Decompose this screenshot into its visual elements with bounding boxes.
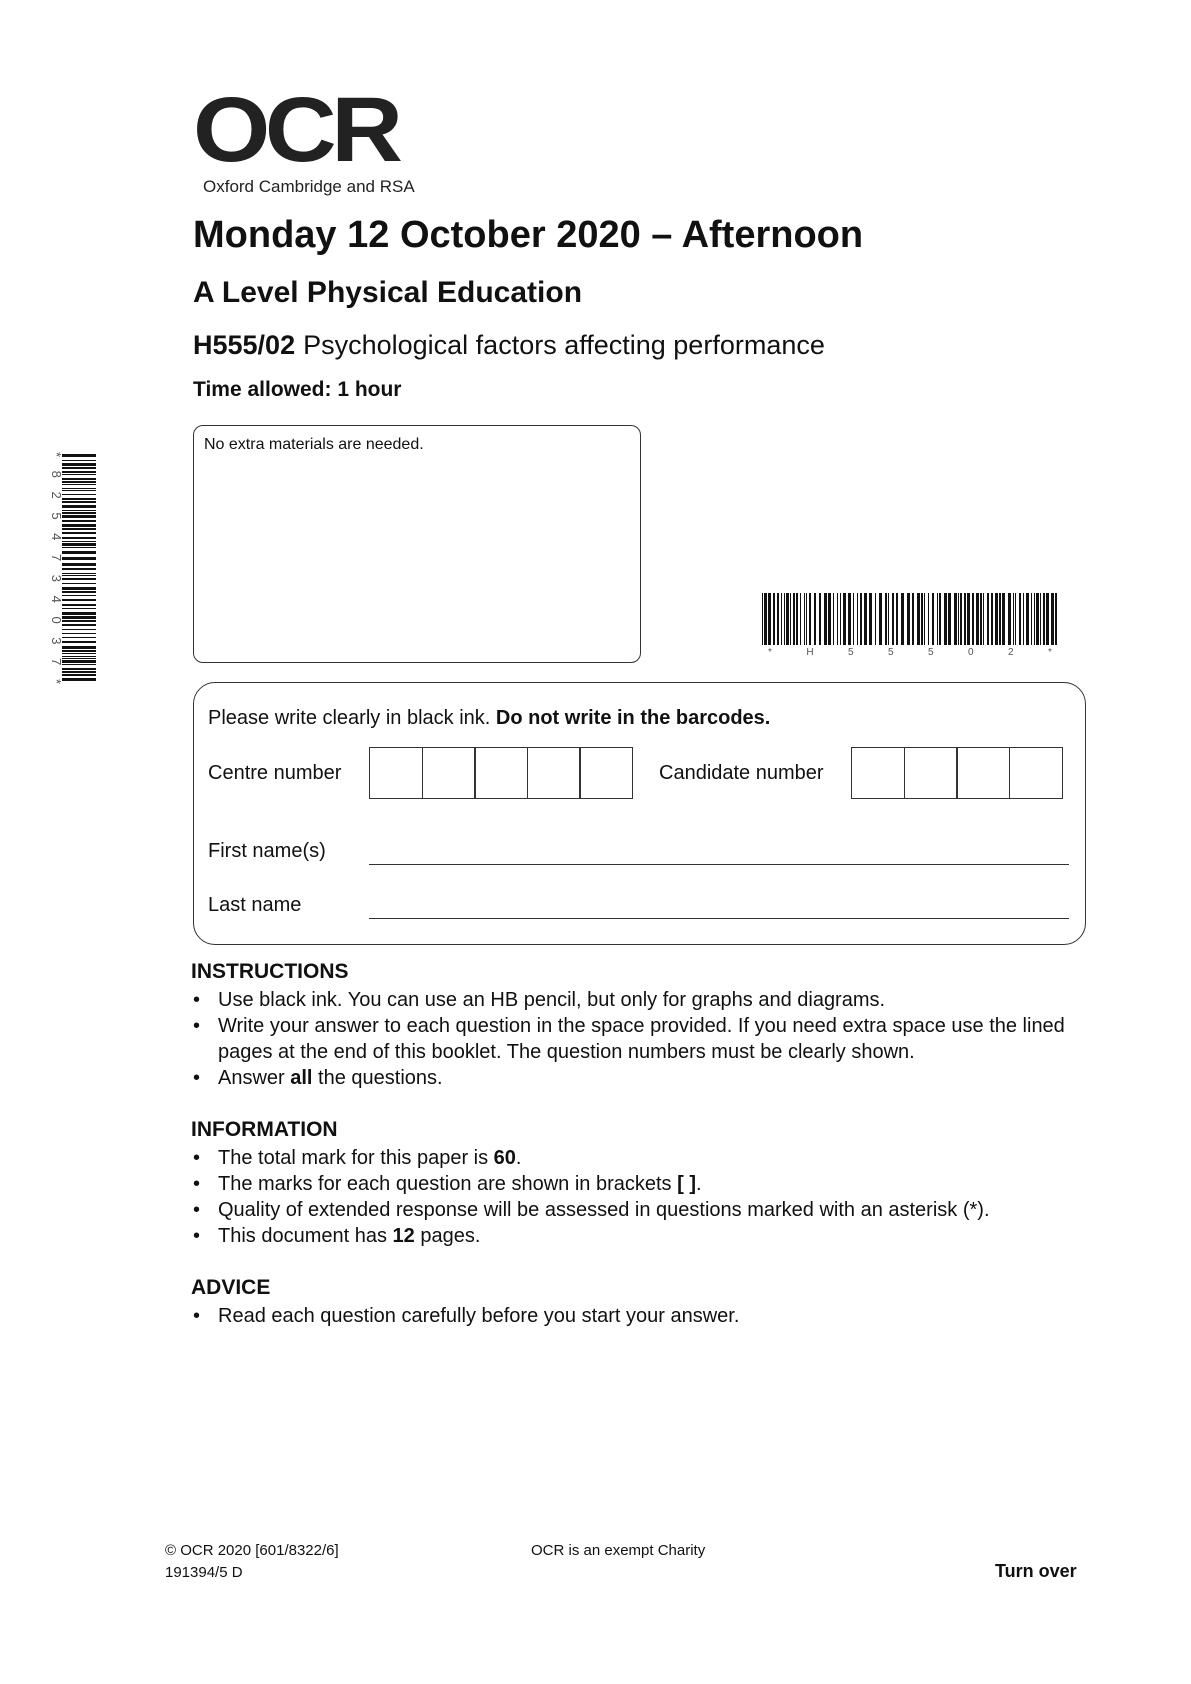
paper-title: Psychological factors affecting performance: [303, 330, 825, 360]
barcode-bar: [62, 671, 96, 673]
barcode-bar: [62, 624, 96, 626]
total-mark: 60: [493, 1147, 516, 1169]
barcode-bar: [1036, 593, 1039, 645]
barcode-bar: [62, 568, 96, 570]
barcode-bar: [1046, 593, 1049, 645]
barcode-bar: [999, 593, 1001, 645]
barcode-char: 5: [888, 647, 894, 658]
barcode-bar: [62, 604, 96, 606]
barcode-char: H: [806, 647, 814, 658]
barcode-bar: [1040, 593, 1041, 645]
barcode-bar: [62, 664, 96, 665]
barcode-bar: [1008, 593, 1011, 645]
barcode-bar: [1031, 593, 1032, 645]
barcode-bar: [62, 656, 96, 657]
charity-notice: OCR is an exempt Charity: [531, 1542, 706, 1559]
list-item-bold: all: [290, 1067, 313, 1089]
paper-barcode-label: [760, 647, 1060, 658]
list-item: • Quality of extended response will be assessed in questions marked with an asterisk (*).: [191, 1197, 1091, 1223]
barcode-bar: [912, 593, 914, 645]
exam-date-title: Monday 12 October 2020 – Afternoon: [193, 214, 864, 256]
barcode-bar: [62, 595, 96, 596]
candidate-number-cell[interactable]: [1009, 747, 1063, 799]
barcode-bar: [843, 593, 846, 645]
materials-box: [193, 425, 641, 663]
barcode-bar: [62, 557, 96, 560]
barcode-bar: [964, 593, 966, 645]
barcode-bar: [840, 593, 841, 645]
ink-instruction-text: Please write clearly in black ink.: [208, 707, 496, 729]
barcode-bar: [62, 599, 96, 601]
barcode-bar: [1055, 593, 1057, 645]
barcode-bar: [62, 467, 96, 469]
barcode-bar: [958, 593, 959, 645]
centre-number-cell[interactable]: [369, 747, 423, 799]
list-item: • Write your answer to each question in the space provided. If you need extra space use the lined pages at the end of this booklet. The question numbers must be clearly shown.: [191, 1013, 1091, 1065]
barcode-bar: [62, 484, 96, 485]
barcode-bar: [833, 593, 834, 645]
centre-number-label: Centre number: [208, 762, 342, 784]
barcode-bar: [62, 460, 96, 461]
barcode-bar: [62, 478, 96, 480]
barcode-bar: [62, 653, 96, 654]
barcode-bar: [62, 646, 96, 649]
barcode-bar: [901, 593, 904, 645]
list-item-text: pages.: [414, 1225, 481, 1247]
barcode-bar: [848, 593, 851, 645]
barcode-bar: [768, 593, 771, 645]
first-name-field[interactable]: [369, 864, 1069, 865]
barcode-bar: [804, 593, 805, 645]
candidate-number-label: Candidate number: [659, 762, 824, 784]
side-barcode: [48, 452, 98, 684]
barcode-char: 2: [1008, 647, 1014, 658]
barcode-bar: [62, 505, 96, 508]
barcode-bar: [62, 633, 96, 634]
list-item-text: The total mark for this paper is: [218, 1147, 494, 1169]
barcode-bar: [806, 593, 807, 645]
list-item-text: .: [696, 1173, 702, 1195]
barcode-bar: [62, 547, 96, 548]
ocr-logo-subtitle: Oxford Cambridge and RSA: [203, 177, 415, 196]
barcode-bar: [917, 593, 920, 645]
barcode-bar: [828, 593, 831, 645]
barcode-bar: [62, 637, 96, 638]
barcode-bar: [62, 524, 96, 527]
barcode-bar: [62, 454, 96, 457]
list-item: • Use black ink. You can use an HB pencil, but only for graphs and diagrams.: [191, 987, 1091, 1013]
barcode-bar: [885, 593, 887, 645]
barcode-bar: [762, 593, 763, 645]
barcode-bar: [764, 593, 767, 645]
barcode-bar: [790, 593, 791, 645]
barcode-bar: [793, 593, 795, 645]
barcode-bar: [796, 593, 798, 645]
barcode-bar: [62, 629, 96, 630]
barcode-bar: [62, 608, 96, 609]
centre-number-cell[interactable]: [579, 747, 633, 799]
advice-heading: ADVICE: [191, 1276, 271, 1299]
list-item: • Read each question carefully before you start your answer.: [191, 1303, 1091, 1329]
barcode-bar: [814, 593, 816, 645]
barcode-bar: [972, 593, 974, 645]
barcode-bar: [62, 532, 96, 534]
candidate-number-cell[interactable]: [851, 747, 905, 799]
barcode-bar: [960, 593, 962, 645]
barcode-bar: [62, 591, 96, 593]
barcode-bar: [869, 593, 872, 645]
barcode-bar: [62, 678, 96, 681]
barcode-bar: [987, 593, 989, 645]
side-barcode-digits: *8254734037*: [49, 452, 64, 684]
barcode-bar: [967, 593, 970, 645]
barcode-bar: [62, 674, 96, 676]
barcode-bar: [860, 593, 862, 645]
barcode-bar: [781, 593, 782, 645]
barcode-bar: [819, 593, 821, 645]
barcode-bar: [907, 593, 910, 645]
barcode-bar: [62, 512, 96, 514]
centre-number-field[interactable]: [369, 747, 632, 799]
brackets-symbol: [ ]: [677, 1173, 697, 1195]
list-item-text: .: [515, 1147, 522, 1169]
barcode-bar: [928, 593, 929, 645]
barcode-bar: [62, 541, 96, 542]
barcode-bar: [62, 660, 96, 663]
barcode-bar: [62, 510, 96, 511]
barcode-bar: [991, 593, 993, 645]
barcode-bar: [853, 593, 854, 645]
list-item-text: This document has: [218, 1225, 393, 1247]
instructions-heading: INSTRUCTIONS: [191, 960, 349, 983]
time-allowed: Time allowed: 1 hour: [193, 378, 402, 401]
centre-number-cell[interactable]: [422, 747, 476, 799]
barcode-bar: [62, 587, 96, 590]
ink-instruction: [208, 707, 770, 730]
barcode-bar: [1034, 593, 1035, 645]
barcode-bar: [62, 494, 96, 495]
barcode-bar: [875, 593, 876, 645]
barcode-bar: [976, 593, 979, 645]
barcode-bar: [1023, 593, 1024, 645]
barcode-bar: [786, 593, 789, 645]
barcode-bar: [1026, 593, 1029, 645]
barcode-bar: [939, 593, 941, 645]
barcode-bar: [809, 593, 811, 645]
barcode-bar: [921, 593, 923, 645]
barcode-bar: [954, 593, 957, 645]
centre-number-cell[interactable]: [474, 747, 528, 799]
barcode-char: 5: [848, 647, 854, 658]
barcode-bar: [62, 641, 96, 643]
barcode-bar: [62, 488, 96, 489]
barcode-bar: [62, 501, 96, 503]
barcode-bar: [1019, 593, 1021, 645]
barcode-char: 5: [928, 647, 934, 658]
page-count: 12: [392, 1225, 415, 1247]
barcode-bar: [892, 593, 894, 645]
barcode-bar: [1051, 593, 1054, 645]
barcode-bar: [1015, 593, 1016, 645]
last-name-label: Last name: [208, 894, 302, 916]
instructions-list: [191, 987, 1091, 1091]
barcode-bar: [62, 471, 96, 473]
first-name-label: First name(s): [208, 840, 326, 862]
paper-code: H555/02: [193, 330, 296, 360]
barcode-bar: [62, 463, 96, 466]
barcode-bar: [62, 490, 96, 491]
candidate-number-cell[interactable]: [904, 747, 958, 799]
list-item-text: The marks for each question are shown in brackets: [218, 1173, 678, 1195]
barcode-bar: [62, 520, 96, 522]
barcode-bar: [864, 593, 867, 645]
barcode-bar: [62, 515, 96, 518]
barcode-bar: [62, 474, 96, 475]
document-reference: 191394/5 D: [165, 1564, 243, 1581]
barcode-bar: [784, 593, 785, 645]
barcode-bar: [773, 593, 775, 645]
barcode-bar: [980, 593, 982, 645]
centre-number-cell[interactable]: [527, 747, 581, 799]
barcode-bar: [777, 593, 779, 645]
barcode-bar: [62, 578, 96, 580]
barcode-bar: [937, 593, 938, 645]
barcode-bar: [800, 593, 801, 645]
list-item: [191, 1065, 1091, 1091]
barcode-char: 0: [968, 647, 974, 658]
barcode-bar: [62, 650, 96, 652]
barcode-bar: [62, 575, 96, 576]
information-list: [191, 1145, 1091, 1249]
barcode-bar: [857, 593, 858, 645]
barcode-bar: [62, 620, 96, 622]
barcode-bar: [995, 593, 998, 645]
barcode-bar: [932, 593, 934, 645]
list-item: [191, 1223, 1091, 1249]
list-item: [191, 1171, 1091, 1197]
information-heading: INFORMATION: [191, 1118, 338, 1141]
list-item: [191, 1145, 1091, 1171]
barcode-bar: [1013, 593, 1014, 645]
barcode-bar: [62, 583, 96, 584]
barcode-bar: [62, 616, 96, 619]
candidate-number-cell[interactable]: [956, 747, 1010, 799]
barcode-char: *: [1048, 647, 1052, 658]
barcode-bar: [888, 593, 889, 645]
list-item-text: Answer: [218, 1067, 291, 1089]
barcode-bar: [62, 612, 96, 615]
last-name-field[interactable]: [369, 918, 1069, 919]
barcode-bar: [62, 658, 96, 659]
barcode-bar: [62, 573, 96, 574]
barcode-bar: [62, 668, 96, 670]
barcode-bar: [1002, 593, 1005, 645]
paper-heading: [193, 330, 825, 361]
barcode-bar: [879, 593, 882, 645]
barcode-warning: Do not write in the barcodes.: [495, 707, 771, 729]
barcode-bar: [824, 593, 827, 645]
candidate-number-field[interactable]: [851, 747, 1061, 799]
ocr-logo: OCR: [193, 79, 398, 181]
barcode-char: *: [768, 647, 772, 658]
barcode-bar: [948, 593, 951, 645]
barcode-bar: [62, 563, 96, 566]
barcode-bar: [924, 593, 925, 645]
barcode-bar: [944, 593, 947, 645]
barcode-bar: [62, 543, 96, 546]
barcode-bar: [62, 498, 96, 500]
barcode-bar: [983, 593, 984, 645]
exam-subject: A Level Physical Education: [193, 276, 583, 309]
materials-text: No extra materials are needed.: [204, 436, 424, 453]
barcode-bar: [62, 537, 96, 539]
barcode-bar: [1043, 593, 1045, 645]
copyright-notice: © OCR 2020 [601/8322/6]: [165, 1542, 339, 1559]
barcode-bar: [896, 593, 898, 645]
turn-over-label: Turn over: [995, 1561, 1077, 1581]
barcode-bar: [837, 593, 838, 645]
barcode-bar: [62, 481, 96, 483]
barcode-bar: [62, 551, 96, 554]
advice-list: [191, 1303, 1091, 1329]
list-item-text: the questions.: [312, 1067, 443, 1089]
barcode-bar: [62, 528, 96, 530]
